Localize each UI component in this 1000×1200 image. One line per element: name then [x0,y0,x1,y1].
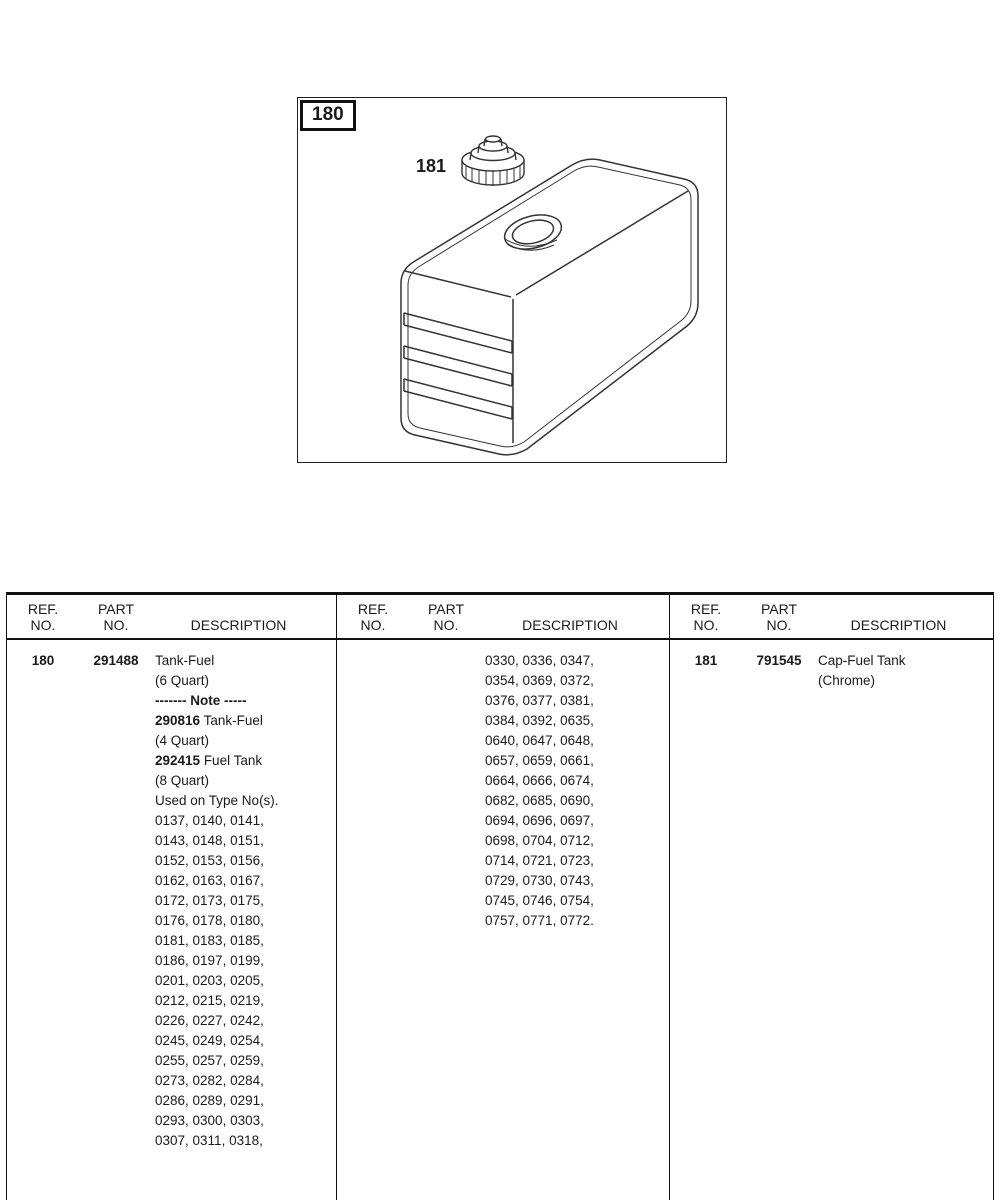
description-line: Cap-Fuel Tank [818,653,906,668]
description-line: 0384, 0392, 0635, [485,713,594,728]
description-line: 0176, 0178, 0180, [155,913,264,928]
figure-number-label: 180 [300,100,356,131]
header-description: DESCRIPTION [522,617,618,633]
ref-no-value: 181 [694,653,718,668]
description-line: (6 Quart) [155,673,210,688]
description-line: (8 Quart) [155,773,210,788]
description-line: 0640, 0647, 0648, [485,733,594,748]
description-line: 0330, 0336, 0347, [485,653,594,668]
description-line: 0286, 0289, 0291, [155,1093,264,1108]
description-line: 0181, 0183, 0185, [155,933,264,948]
fuel-tank-icon [401,159,698,455]
description-line: 0694, 0696, 0697, [485,813,594,828]
header-part-no: PART NO. [760,601,798,633]
filler-neck-icon [501,209,565,254]
description-cell [155,651,336,1151]
description-line: 0137, 0140, 0141, [155,813,264,828]
table-row [7,640,336,1151]
fuel-cap-icon [462,136,524,186]
description-line: 0698, 0704, 0712, [485,833,594,848]
description-line: ------- Note ----- [155,693,247,708]
description-line: 290816 Tank-Fuel [155,713,263,728]
diagram-panel [297,97,727,463]
part-no-value: 291488 [93,653,139,668]
description-line: 0273, 0282, 0284, [155,1073,264,1088]
description-line: 0714, 0721, 0723, [485,853,594,868]
description-line: Tank-Fuel [155,653,215,668]
description-cell [485,651,669,931]
description-line: 0186, 0197, 0199, [155,953,264,968]
description-line: 0682, 0685, 0690, [485,793,594,808]
parts-table-body [7,640,993,1200]
header-ref-no: REF. NO. [357,601,389,633]
ref-no-value: 180 [31,653,55,668]
description-line: 0293, 0300, 0303, [155,1113,264,1128]
description-line: 0729, 0730, 0743, [485,873,594,888]
parts-table-header [7,595,993,640]
description-line: 0245, 0249, 0254, [155,1033,264,1048]
description-line: (4 Quart) [155,733,210,748]
description-line: 0757, 0771, 0772. [485,913,594,928]
description-line: Used on Type No(s). [155,793,279,808]
description-line: 292415 Fuel Tank [155,753,263,768]
fuel-tank-illustration [298,98,728,464]
description-line: 0354, 0369, 0372, [485,673,594,688]
header-ref-no: REF. NO. [690,601,722,633]
description-line: 0745, 0746, 0754, [485,893,594,908]
description-line: 0201, 0203, 0205, [155,973,264,988]
description-line: 0664, 0666, 0674, [485,773,594,788]
description-line: 0376, 0377, 0381, [485,693,594,708]
header-description: DESCRIPTION [850,617,947,633]
header-ref-no: REF. NO. [27,601,59,633]
description-line: 0255, 0257, 0259, [155,1053,264,1068]
header-description: DESCRIPTION [190,617,287,633]
description-line: 0162, 0163, 0167, [155,873,264,888]
description-line: 0152, 0153, 0156, [155,853,264,868]
table-row [337,640,669,931]
description-cell [818,651,993,691]
parts-table [6,592,994,1200]
callout-181-label: 181 [416,156,447,176]
table-row [670,640,993,691]
description-line: 0307, 0311, 0318, [155,1133,263,1148]
header-part-no: PART NO. [97,601,135,633]
header-part-no: PART NO. [427,601,465,633]
description-line: 0172, 0173, 0175, [155,893,264,908]
description-line: 0657, 0659, 0661, [485,753,594,768]
description-line: 0226, 0227, 0242, [155,1013,264,1028]
part-no-value: 791545 [756,653,802,668]
description-line: 0212, 0215, 0219, [155,993,264,1008]
description-line: 0143, 0148, 0151, [155,833,264,848]
description-line: (Chrome) [818,673,876,688]
